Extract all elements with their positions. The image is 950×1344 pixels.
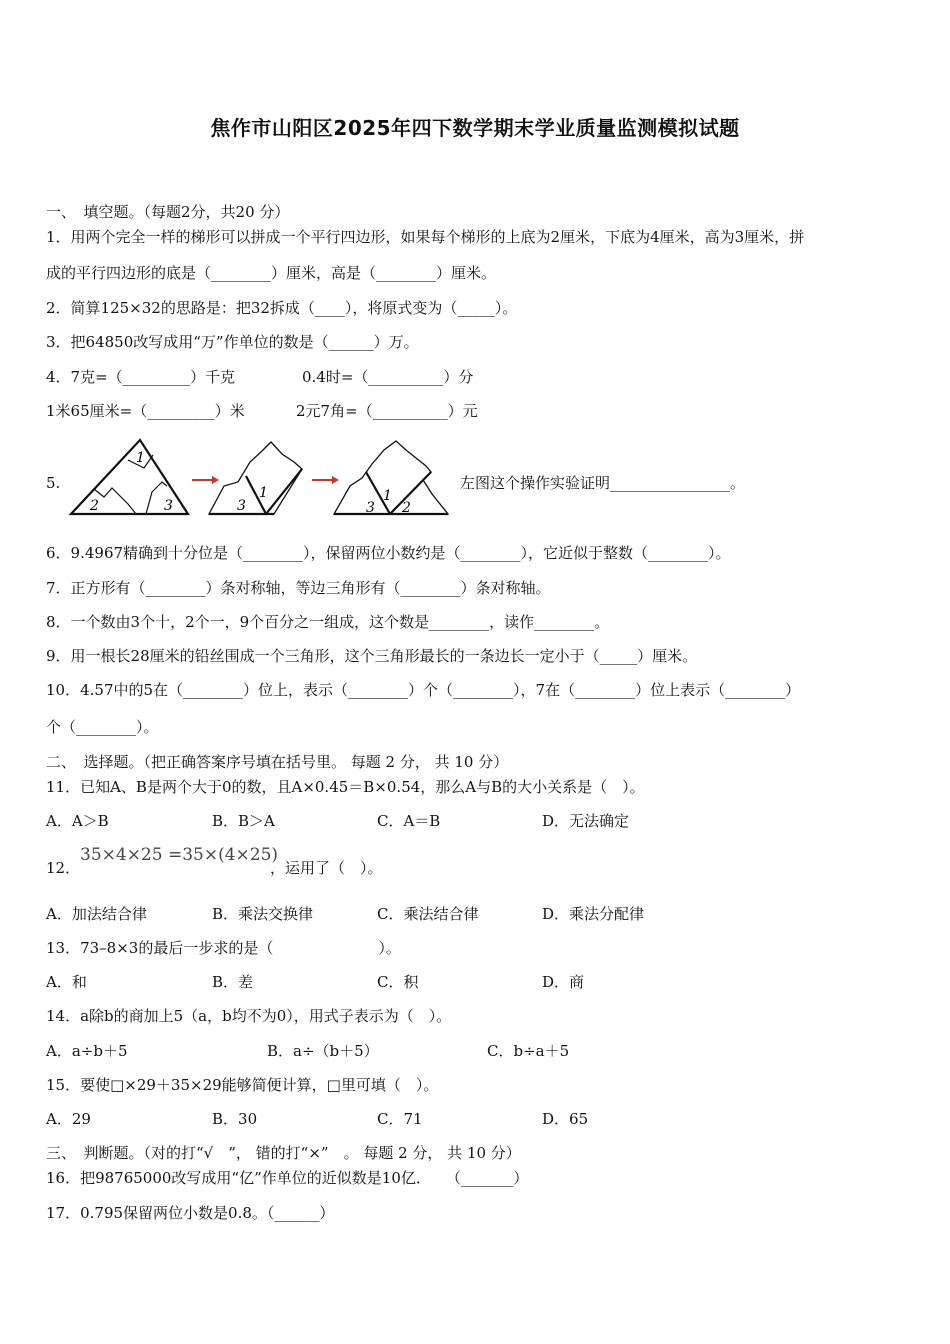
- section-2-header: 二、 选择题。（把正确答案序号填在括号里。 每题 2 分， 共 10 分）: [46, 753, 509, 771]
- question-13: 13．73–8×3的最后一步求的是（ ）。: [46, 939, 401, 957]
- question-5-number: 5.: [46, 474, 61, 492]
- question-4-part-a: 4．7克=（_________）千克: [46, 368, 236, 386]
- question-15-option: D．65: [542, 1110, 589, 1128]
- question-11-option: C．A＝B: [377, 812, 441, 830]
- rearranged-pieces-1: [209, 442, 302, 514]
- question-13-option: A．和: [46, 973, 87, 991]
- question-15: 15．要使□×29＋35×29能够简便计算，□里可填（ ）。: [46, 1076, 439, 1094]
- question-12-option: A．加法结合律: [46, 905, 147, 923]
- figure-label: 1: [136, 450, 145, 466]
- arrow-icon-head: [212, 476, 219, 484]
- question-12-text: ，运用了（ ）。: [270, 859, 383, 877]
- question-11-option: A．A＞B: [46, 812, 109, 830]
- question-17: 17．0.795保留两位小数是0.8。（______）: [46, 1204, 335, 1222]
- section-3-header: 三、 判断题。（对的打“√ ”， 错的打“×” 。 每题 2 分， 共 10 分）: [46, 1144, 521, 1162]
- question-1-line-1: 1．用两个完全一样的梯形可以拼成一个平行四边形，如果每个梯形的上底为2厘米，下底为4厘米，高为3厘米，拼: [46, 228, 805, 246]
- question-14-option: A．a÷b＋5: [46, 1042, 128, 1060]
- question-15-option: A．29: [46, 1110, 91, 1128]
- question-3: 3．把64850改写成用“万”作单位的数是（______）万。: [46, 333, 419, 351]
- question-11-option: B．B＞A: [212, 812, 275, 830]
- question-12-option: C．乘法结合律: [377, 905, 479, 923]
- question-5-text: 左图这个操作实验证明________________。: [460, 474, 746, 492]
- question-6: 6．9.4967精确到十分位是（________），保留两位小数约是（________），它近似于整数（________）。: [46, 544, 731, 562]
- question-15-option: C．71: [377, 1110, 423, 1128]
- question-16: 16．把98765000改写成用“亿”作单位的近似数是10亿． （_______）: [46, 1169, 529, 1187]
- figure-label: 2: [90, 498, 99, 514]
- arrow-icon-head: [332, 476, 339, 484]
- figure-label: 1: [383, 488, 392, 504]
- question-12-option: B．乘法交换律: [212, 905, 314, 923]
- triangle-experiment-figure: [66, 436, 456, 520]
- question-13-option: B．差: [212, 973, 254, 991]
- question-8: 8．一个数由3个十，2个一，9个百分之一组成，这个数是________，读作________。: [46, 613, 610, 631]
- question-2: 2．简算125×32的思路是：把32拆成（____），将原式变为（_____）。: [46, 299, 518, 317]
- question-11: 11．已知A、B是两个大于0的数，且A×0.45＝B×0.54，那么A与B的大小关系是（ ）。: [46, 778, 645, 796]
- figure-label: 1: [259, 485, 268, 501]
- question-4-part-c: 1米65厘米=（_________）米: [46, 402, 245, 420]
- question-11-option: D．无法确定: [542, 812, 630, 830]
- question-14-option: C．b÷a＋5: [487, 1042, 570, 1060]
- question-14: 14．a除b的商加上5（a，b均不为0），用式子表示为（ ）。: [46, 1007, 452, 1025]
- question-4-part-b: 0.4时=（__________）分: [302, 368, 474, 386]
- question-12-number: 12．: [46, 859, 81, 877]
- question-10-line-2: 个（________）。: [46, 718, 159, 736]
- question-12-formula: 35×4×25 =35×(4×25): [80, 845, 279, 865]
- figure-label: 2: [402, 500, 411, 516]
- figure-label: 3: [237, 498, 246, 514]
- question-9: 9．用一根长28厘米的铅丝围成一个三角形，这个三角形最长的一条边长一定小于（_____）厘米。: [46, 647, 698, 665]
- question-4-part-d: 2元7角=（__________）元: [296, 402, 478, 420]
- question-7: 7．正方形有（________）条对称轴，等边三角形有（________）条对称轴。: [46, 579, 551, 597]
- figure-label: 3: [164, 498, 173, 514]
- figure-label: 3: [366, 500, 375, 516]
- question-15-option: B．30: [212, 1110, 258, 1128]
- question-14-option: B．a÷（b＋5）: [267, 1042, 379, 1060]
- question-12-option: D．乘法分配律: [542, 905, 645, 923]
- page-title: 焦作市山阳区2025年四下数学期末学业质量监测模拟试题: [210, 116, 740, 140]
- section-1-header: 一、 填空题。（每题2分，共20 分）: [46, 203, 290, 221]
- edge-line: [266, 469, 302, 514]
- question-10-line-1: 10．4.57中的5在（________）位上，表示（________）个（________），7在（________）位上表示（________）: [46, 681, 801, 699]
- question-13-option: C．积: [377, 973, 419, 991]
- question-13-option: D．商: [542, 973, 585, 991]
- question-1-line-2: 成的平行四边形的底是（________）厘米，高是（________）厘米。: [46, 264, 497, 282]
